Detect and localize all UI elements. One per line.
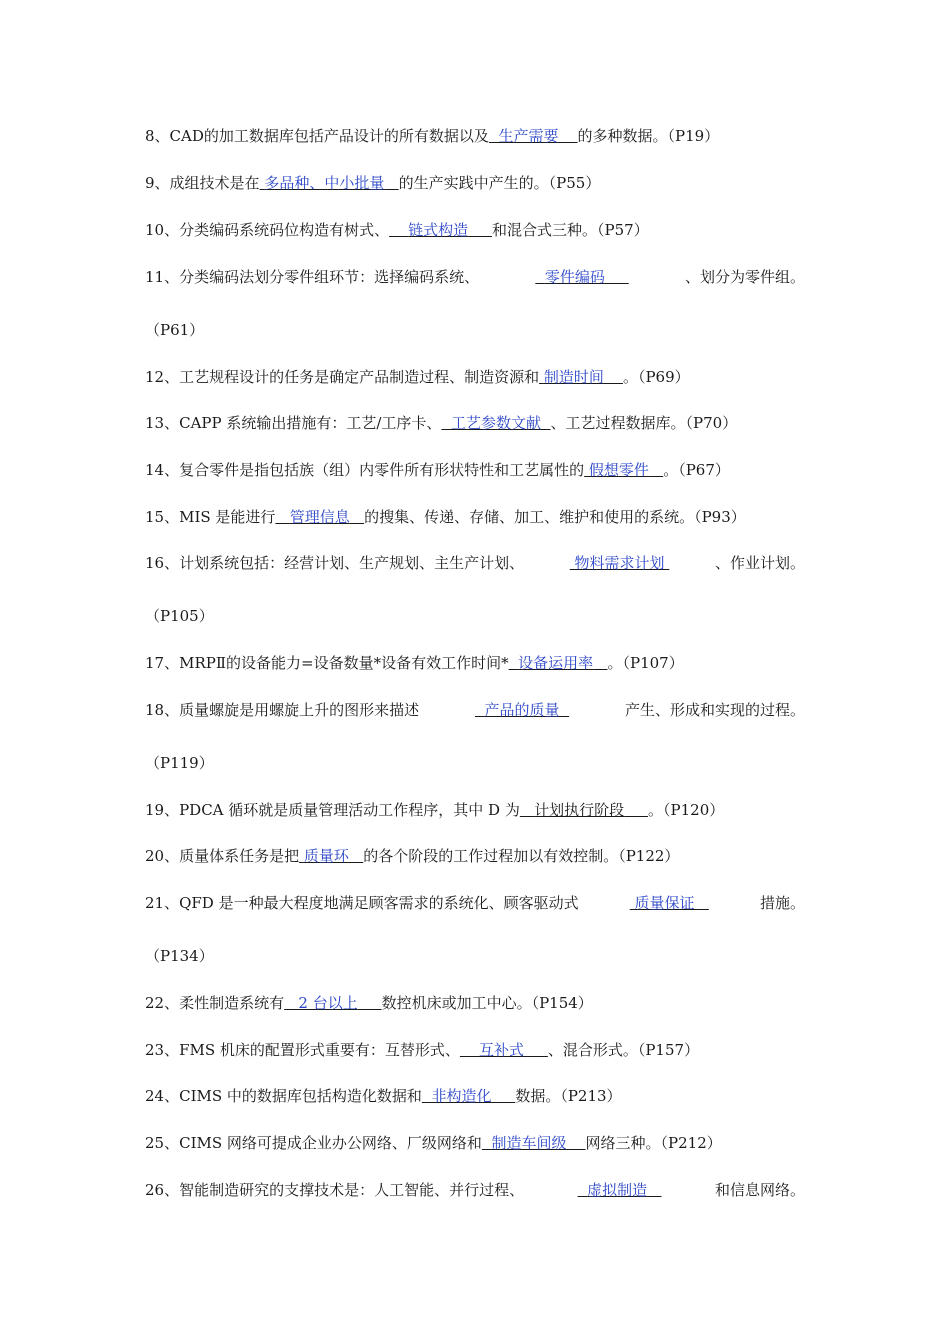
question-text: 10、分类编码系统码位构造有树式、 <box>145 221 390 239</box>
question-suffix: 数据。（P213） <box>515 1087 622 1105</box>
question-19 <box>145 800 724 820</box>
question-suffix: 、工艺过程数据库。（P70） <box>550 414 738 432</box>
answer-blank <box>489 127 578 145</box>
answer-blank <box>284 994 381 1012</box>
question-21 <box>145 893 805 913</box>
answer-blank <box>578 1180 662 1200</box>
answer-text: 制造车间级 <box>491 1134 567 1152</box>
question-suffix: 的生产实践中产生的。（P55） <box>398 174 601 192</box>
answer-text: 零件编码 <box>544 268 605 286</box>
question-suffix: 。（P67） <box>663 461 730 479</box>
page-reference <box>145 946 214 966</box>
question-suffix: 、混合形式。（P157） <box>547 1041 700 1059</box>
question-text: 16、计划系统包括：经营计划、生产规划、主生产计划、 <box>145 554 525 572</box>
question-18 <box>145 700 805 720</box>
answer-text: 非构造化 <box>431 1087 492 1105</box>
question-text: 19、PDCA 循环就是质量管理活动工作程序，其中 D 为 <box>145 801 520 819</box>
answer-text: 物料需求计划 <box>574 554 665 572</box>
question-24 <box>145 1086 622 1106</box>
question-15 <box>145 507 746 527</box>
question-suffix: 和信息网络。 <box>714 1181 805 1199</box>
question-10 <box>145 220 649 240</box>
question-suffix: 、作业计划。 <box>714 554 805 572</box>
question-text: 8、CAD的加工数据库包括产品设计的所有数据以及 <box>145 127 489 145</box>
page-ref-text: （P119） <box>145 754 214 772</box>
answer-text: 质量保证 <box>634 894 695 912</box>
question-text: 17、MRPⅡ的设备能力=设备数量*设备有效工作时间* <box>145 654 509 672</box>
question-text: 25、CIMS 网络可提成企业办公网络、厂级网络和 <box>145 1134 482 1152</box>
question-suffix: 数控机床或加工中心。（P154） <box>381 994 593 1012</box>
question-11 <box>145 267 805 287</box>
question-text: 22、柔性制造系统有 <box>145 994 285 1012</box>
answer-blank <box>584 461 663 479</box>
answer-blank <box>570 553 670 573</box>
question-text: 11、分类编码法划分零件组环节：选择编码系统、 <box>145 268 480 286</box>
page-ref-text: （P134） <box>145 947 214 965</box>
answer-blank <box>482 1134 586 1152</box>
question-suffix: 、划分为零件组。 <box>684 268 805 286</box>
question-13 <box>145 413 737 433</box>
question-17 <box>145 653 684 673</box>
answer-text: 管理信息 <box>289 508 350 526</box>
question-text: 18、质量螺旋是用螺旋上升的图形来描述 <box>145 701 420 719</box>
question-9 <box>145 173 600 193</box>
question-suffix: 。（P120） <box>648 801 725 819</box>
answer-blank <box>630 893 709 913</box>
question-text: 14、复合零件是指包括族（组）内零件所有形状特性和工艺属性的 <box>145 461 585 479</box>
question-12 <box>145 367 690 387</box>
answer-blank <box>539 368 623 386</box>
question-suffix: 网络三种。（P212） <box>585 1134 722 1152</box>
question-text: 20、质量体系任务是把 <box>145 847 300 865</box>
answer-blank <box>475 700 569 720</box>
answer-blank <box>389 221 492 239</box>
question-22 <box>145 993 593 1013</box>
question-text: 12、工艺规程设计的任务是确定产品制造过程、制造资源和 <box>145 368 540 386</box>
page-ref-text: （P61） <box>145 321 205 339</box>
question-text: 26、智能制造研究的支撑技术是：人工智能、并行过程、 <box>145 1181 525 1199</box>
answer-text: 生产需要 <box>498 127 559 145</box>
answer-text: 设备运用率 <box>518 654 594 672</box>
question-suffix: 。（P107） <box>607 654 684 672</box>
page-reference <box>145 320 204 340</box>
question-16 <box>145 553 805 573</box>
question-suffix: 措施。 <box>759 894 805 912</box>
question-suffix: 的搜集、传递、存储、加工、维护和使用的系统。（P93） <box>364 508 746 526</box>
question-text: 9、成组技术是在 <box>145 174 260 192</box>
question-suffix: 的各个阶段的工作过程加以有效控制。（P122） <box>363 847 680 865</box>
answer-text: 计划执行阶段 <box>534 801 625 819</box>
answer-blank <box>299 847 363 865</box>
question-text: 21、QFD 是一种最大程度地满足顾客需求的系统化、顾客驱动式 <box>145 894 579 912</box>
answer-blank <box>535 267 628 287</box>
page-ref-text: （P105） <box>145 607 214 625</box>
question-14 <box>145 460 730 480</box>
answer-text: 2 台以上 <box>298 994 358 1012</box>
answer-text: 多品种、中小批量 <box>264 174 385 192</box>
answer-blank <box>422 1087 515 1105</box>
answer-blank <box>509 654 608 672</box>
answer-text: 假想零件 <box>588 461 649 479</box>
answer-blank <box>275 508 364 526</box>
question-suffix: 的多种数据。（P19） <box>577 127 720 145</box>
page-reference <box>145 606 214 626</box>
answer-text: 产品的质量 <box>484 701 560 719</box>
question-suffix: 。（P69） <box>622 368 690 386</box>
question-text: 13、CAPP 系统输出措施有：工艺/工序卡、 <box>145 414 442 432</box>
answer-blank <box>441 414 550 432</box>
answer-text: 质量环 <box>303 847 349 865</box>
answer-blank <box>520 801 648 819</box>
answer-text: 工艺参数文献 <box>450 414 541 432</box>
answer-text: 虚拟制造 <box>587 1181 648 1199</box>
question-text: 23、FMS 机床的配置形式重要有：互替形式、 <box>145 1041 460 1059</box>
answer-blank <box>460 1041 548 1059</box>
question-26 <box>145 1180 805 1200</box>
answer-text: 互补式 <box>478 1041 524 1059</box>
question-text: 15、MIS 是能进行 <box>145 508 276 526</box>
answer-text: 制造时间 <box>543 368 604 386</box>
question-text: 24、CIMS 中的数据库包括构造化数据和 <box>145 1087 422 1105</box>
question-23 <box>145 1040 699 1060</box>
page-reference <box>145 753 214 773</box>
question-suffix: 产生、形成和实现的过程。 <box>624 701 805 719</box>
question-suffix: 和混合式三种。（P57） <box>492 221 649 239</box>
question-8 <box>145 126 719 146</box>
question-25 <box>145 1133 722 1153</box>
answer-text: 链式构造 <box>408 221 469 239</box>
question-20 <box>145 846 679 866</box>
answer-blank <box>260 174 399 192</box>
